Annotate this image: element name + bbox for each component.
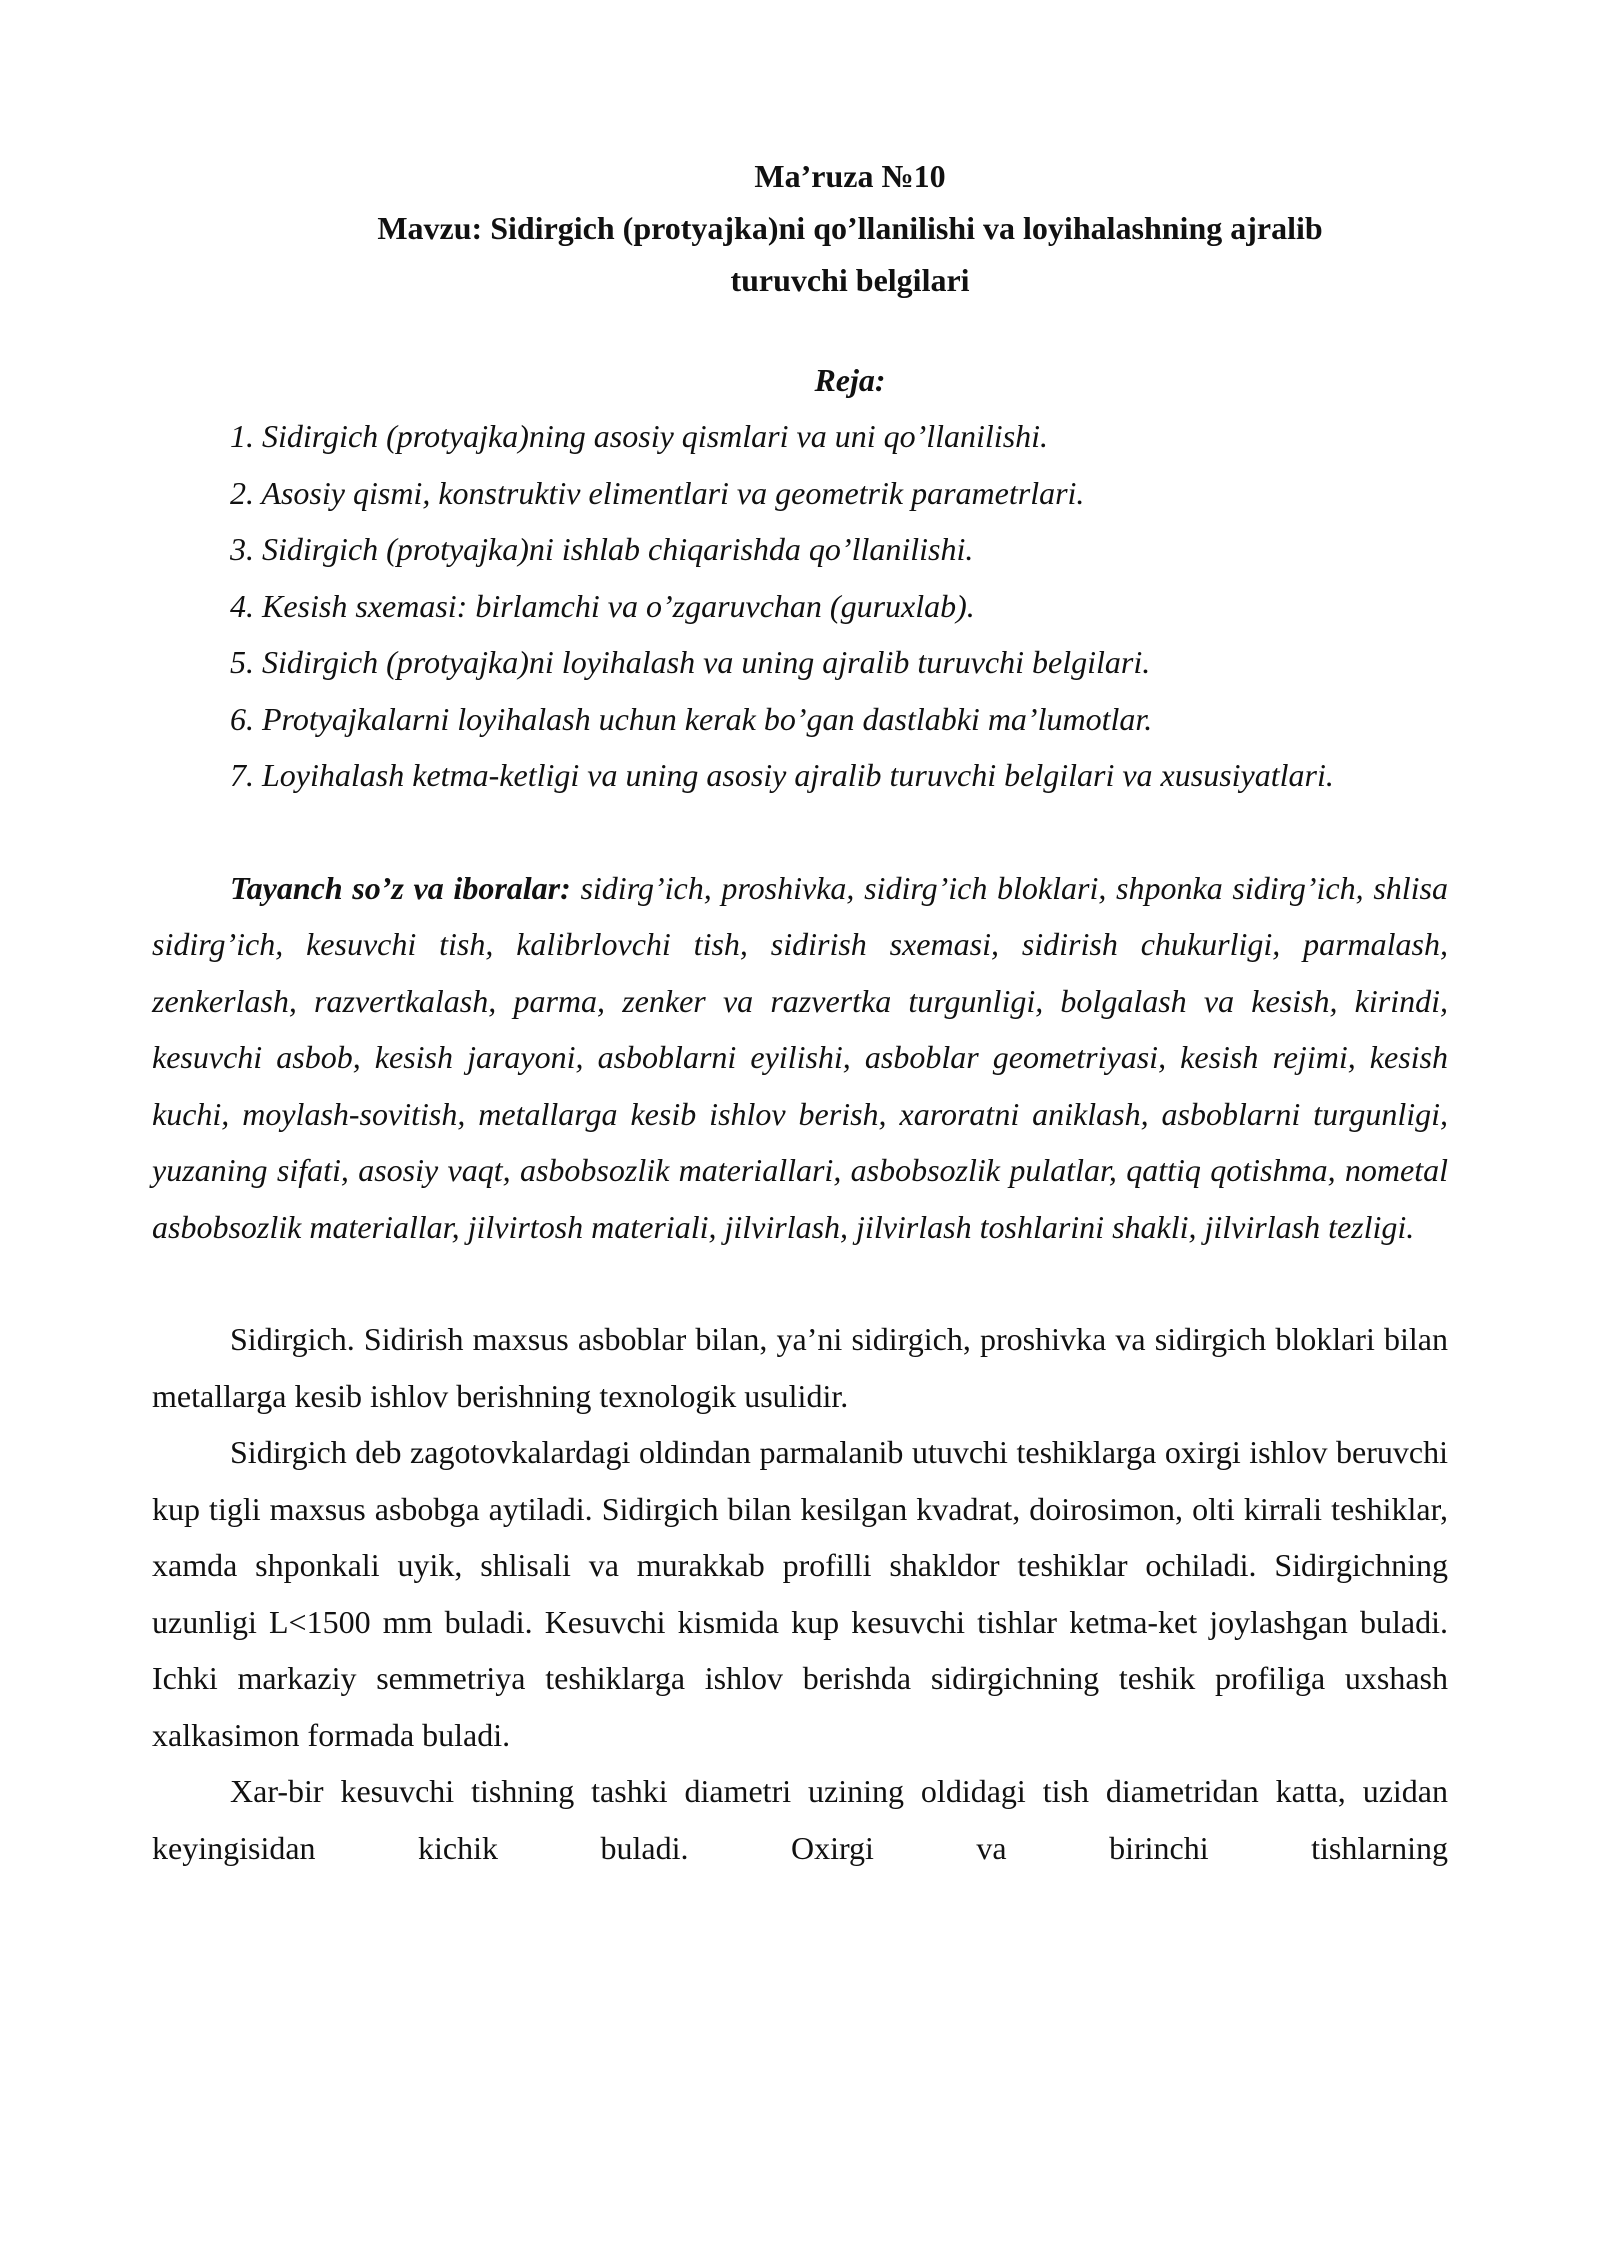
- body-text: [152, 1311, 1448, 1876]
- body-paragraph-1: Sidirgich. Sidirish maxsus asboblar bilan, ya’ni sidirgich, proshivka va sidirgich bloklari bilan metallarga kesib ishlov berishning texnologik usulidir.: [152, 1321, 1448, 1414]
- body-paragraph-2: Sidirgich deb zagotovkalardagi oldindan parmalanib utuvchi teshiklarga oxirgi ishlov beruvchi kup tigli maxsus asbobga aytiladi. Sidirgich bilan kesilgan kvadrat, doirosimon, olti kirrali teshiklar, xamda shponkali uyik, shlisali va murakkab profilli shakldor teshiklar ochiladi. Sidirgichning uzunligi L<1500 mm buladi. Kesuvchi kismida kup kesuvchi tishlar ketma-ket joylashgan buladi. Ichki markaziy semmetriya teshiklarga ishlov berishda sidirgichning teshik profiliga uxshash xalkasimon formada buladi.: [152, 1434, 1448, 1753]
- plan-item-7: 7. Loyihalash ketma-ketligi va uning asosiy ajralib turuvchi belgilari va xususiyatlari.: [230, 757, 1334, 793]
- plan-item-6: 6. Protyajkalarni loyihalash uchun kerak bo’gan dastlabki ma’lumotlar.: [230, 700, 1153, 737]
- lecture-number: Ma’ruza №10: [754, 158, 946, 194]
- plan-item-1: 1. Sidirgich (protyajka)ning asosiy qismlari va uni qo’llanilishi.: [230, 418, 1049, 454]
- topic-title-line2: turuvchi belgilari: [730, 262, 970, 298]
- plan-list: [152, 408, 1448, 804]
- topic-title: [152, 202, 1448, 306]
- plan-item-5: 5. Sidirgich (protyajka)ni loyihalash va uning ajralib turuvchi belgilari.: [230, 644, 1151, 680]
- plan-heading: Reja:: [814, 362, 886, 398]
- plan-item-3: 3. Sidirgich (protyajka)ni ishlab chiqarishda qo’llanilishi.: [230, 531, 974, 567]
- body-paragraph-3: Xar-bir kesuvchi tishning tashki diametri uzining oldidagi tish diametridan katta, uzidan keyingisidan kichik buladi. Oxirgi va birinchi tishlarning: [152, 1773, 1448, 1866]
- keywords-text: sidirg’ich, proshivka, sidirg’ich bloklari, shponka sidirg’ich, shlisa sidirg’ich, kesuvchi tish, kalibrlovchi tish, sidirish sxemasi, sidirish chukurligi, parmalash, zenkerlash, razvertkalash, parma, zenker va razvertka turgunligi, bolgalash va kesish, kirindi, kesuvchi asbob, kesish jarayoni, asboblarni eyilishi, asboblar geometriyasi, kesish rejimi, kesish kuchi, moylash-sovitish, metallarga kesib ishlov berish, xaroratni aniklash, asboblarni turgunligi, yuzaning sifati, asosiy vaqt, asbobsozlik materiallari, asbobsozlik pulatlar, qattiq qotishma, nometal asbobsozlik materiallar, jilvirtosh materiali, jilvirlash, jilvirlash toshlarini shakli, jilvirlash tezligi.: [152, 869, 1449, 1245]
- plan-item-4: 4. Kesish sxemasi: birlamchi va o’zgaruvchan (guruxlab).: [230, 587, 975, 624]
- plan-item-2: 2. Asosiy qismi, konstruktiv elimentlari va geometrik parametrlari.: [230, 474, 1085, 511]
- topic-title-line1: Mavzu: Sidirgich (protyajka)ni qo’llanilishi va loyihalashning ajralib: [377, 210, 1323, 246]
- keywords-paragraph: [152, 860, 1448, 1256]
- keywords-label: Tayanch so’z va iboralar:: [230, 869, 571, 906]
